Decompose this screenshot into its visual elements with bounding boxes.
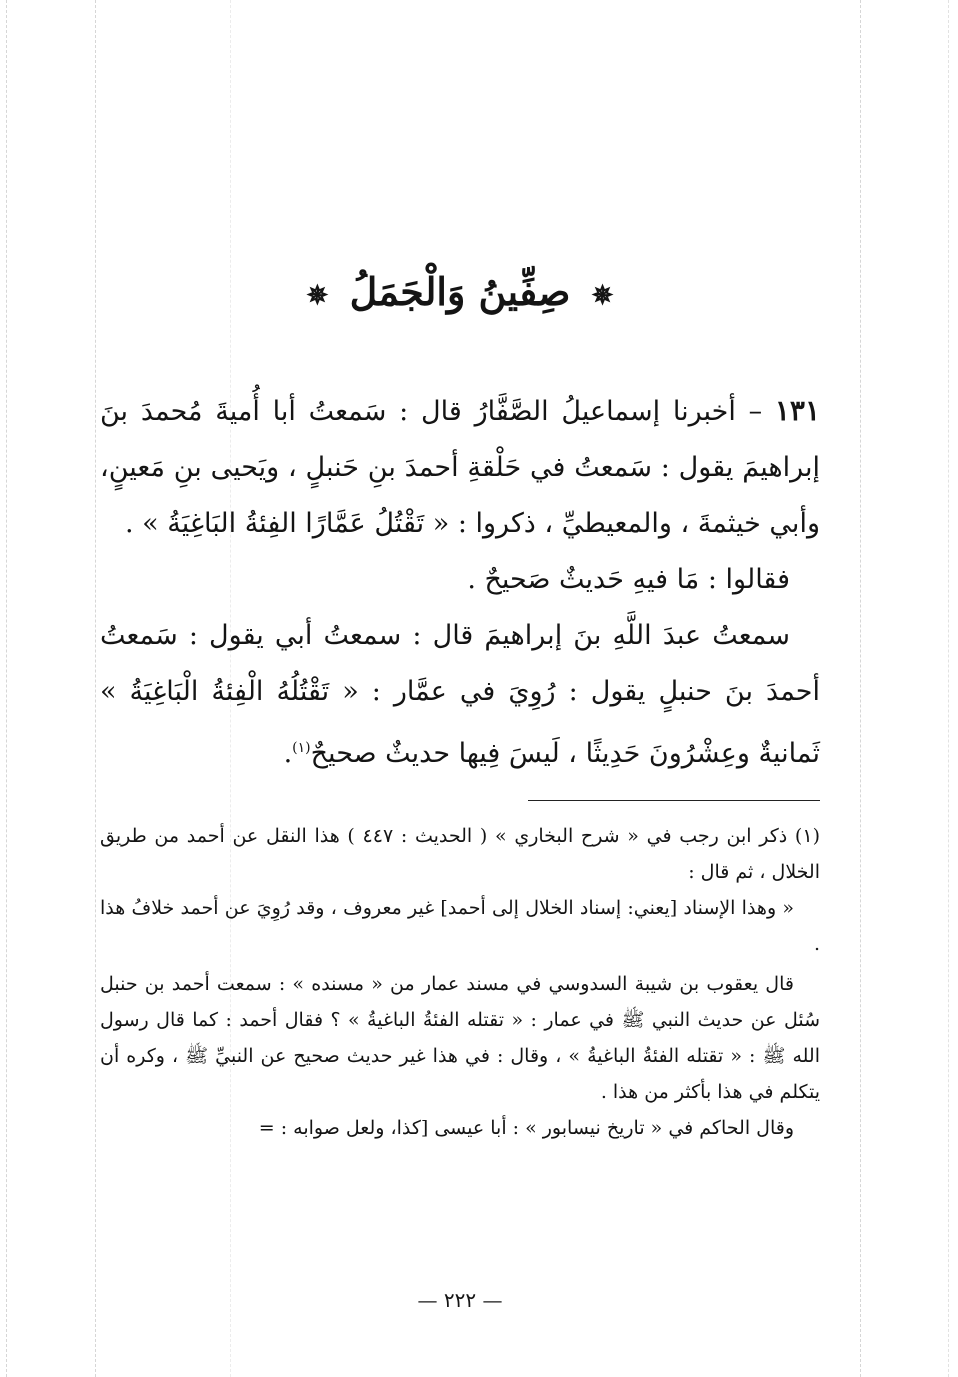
page-number: — ٢٢٢ — bbox=[417, 1288, 503, 1312]
main-text bbox=[100, 383, 820, 782]
scan-guide-line bbox=[948, 0, 949, 1377]
footnote-paragraph: وقال الحاكم في « تاريخ نيسابور » : أبا عيسى [كذا، ولعل صوابه : = bbox=[258, 1117, 794, 1139]
star-ornament-icon: ✵ bbox=[306, 280, 329, 311]
chapter-title bbox=[100, 262, 820, 326]
hadith-paragraph bbox=[100, 383, 820, 552]
hadith-paragraph bbox=[100, 608, 820, 782]
hadith-number: ١٣١ bbox=[774, 394, 821, 427]
scan-guide-line bbox=[6, 0, 7, 1377]
footnotes-section bbox=[100, 818, 820, 1146]
chapter-title-text: صِفِّينُ وَالْجَمَلُ bbox=[349, 269, 571, 314]
footnote-separator bbox=[528, 800, 820, 801]
scan-guide-line bbox=[95, 0, 96, 1377]
hadith-text: أخبرنا إسماعيلُ الصَّفَّارُ قال : سَمعتُ أبا أُميةَ مُحمدَ بنَ إبراهيمَ يقول : سَمعتُ في حَلْقةِ أحمدَ بنِ حَنبلٍ ، ويَحيى بنِ مَعينٍ، وأبي خيثمةَ ، والمعيطيِّ ، ذكروا : « تَقْتُلُ عَمَّارًا الفِئةُ البَاغِيَةُ » . bbox=[100, 396, 820, 539]
book-page bbox=[100, 0, 820, 1377]
hadith-paragraph: فقالوا : مَا فيهِ حَديثٌ صَحيحٌ . bbox=[467, 564, 790, 595]
footnote-paragraph: قال يعقوب بن شيبة السدوسي في مسند عمار من « مسنده » : سمعت أحمد بن حنبل سُئل عن حديث النبي ﷺ في عمار : « تقتله الفئةُ الباغيةُ » ؟ فقال أحمد : كما قال رسول الله ﷺ : « تقتله الفئةُ الباغيةُ » ، وقال : في هذا غير حديث صحيح عن النبيِّ ﷺ ، وكره أن يتكلم في هذا بأكثر من هذا . bbox=[100, 973, 820, 1103]
scan-guide-line bbox=[860, 0, 861, 1377]
footnote-paragraph: « وهذا الإسناد [يعني: إسناد الخلال إلى أحمد] غير معروف ، وقد رُوِيَ عن أحمد خلافُ هذا . bbox=[100, 897, 820, 955]
footnote-reference[interactable]: (١) bbox=[292, 740, 311, 756]
footnote-paragraph: (١) ذكر ابن رجب في « شرح البخاري » ( الحديث : ٤٤٧ ) هذا النقل عن أحمد من طريق الخلال ، ثم قال : bbox=[100, 825, 820, 883]
star-ornament-icon: ✵ bbox=[591, 280, 614, 311]
hadith-text: سمعتُ عبدَ اللَّهِ بنَ إبراهيمَ قال : سمعتُ أبي يقول : سَمعتُ أحمدَ بنَ حنبلٍ يقول : رُوِيَ في عمَّار : « تَقْتُلُهُ الْفِئةُ الْبَاغِيَةُ » ثَمانيةٌ وعِشْرُونَ حَدِيثًا ، لَيسَ فِيها حديثٌ صحيحٌ bbox=[100, 620, 820, 769]
hadith-dash: – bbox=[748, 396, 763, 427]
hadith-text-end: . bbox=[283, 738, 293, 769]
